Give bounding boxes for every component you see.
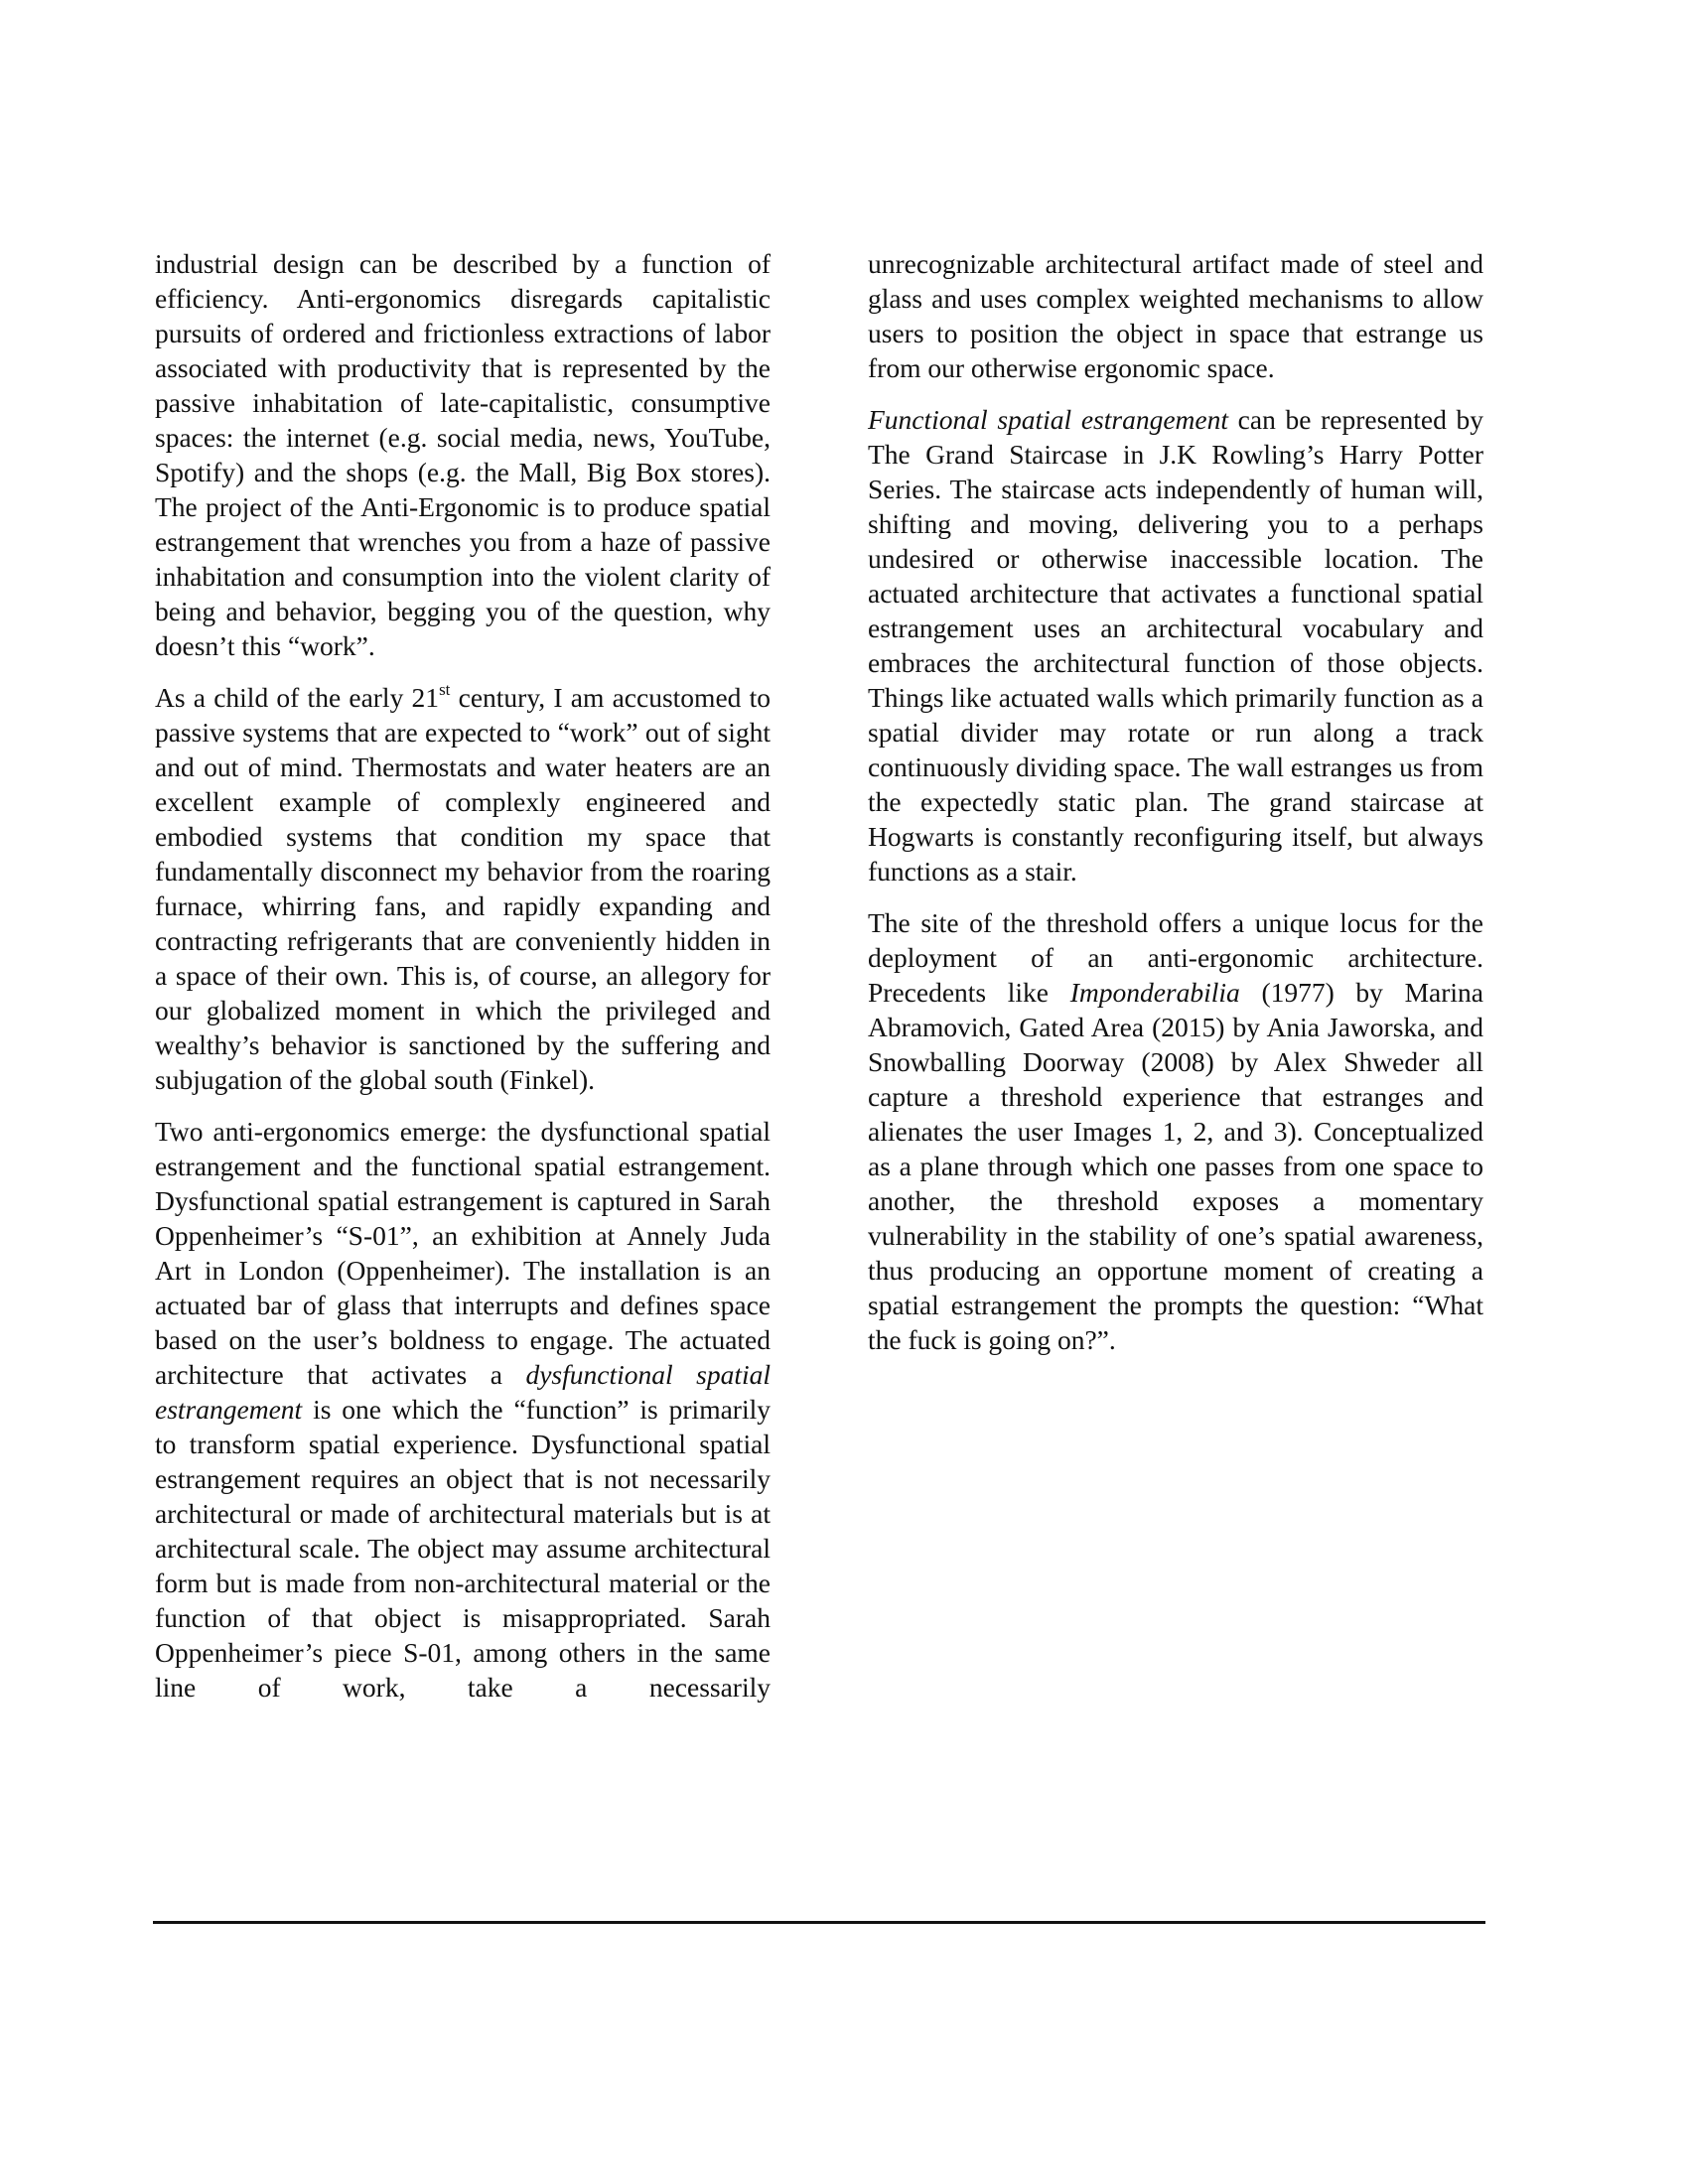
italic-title: Imponderabilia [1069, 977, 1240, 1008]
paragraph-text: unrecognizable architectural artifact made of steel and glass and uses complex weighted mechanisms to allow users to position the object in space that estrange us from our otherwise ergonomic space. [868, 248, 1483, 383]
paragraph [868, 905, 1483, 1357]
footer-rule [153, 1921, 1485, 1924]
paragraph-text: is one which the “function” is primarily to transform spatial experience. Dysfunctional spatial estrangement requires an object that is not necessarily architectural or made of architectural materials but is at architectural scale. The object may assume architectural form but is made from non-architectural material or the function of that object is misappropriated. Sarah Oppenheimer’s piece S-01, among others in the same line of work, take a necessarily [155, 1394, 771, 1703]
paragraph [155, 1114, 771, 1705]
paragraph-text: Two anti-ergonomics emerge: the dysfunctional spatial estrangement and the functional spatial estrangement. Dysfunctional spatial estrangement is captured in Sarah Oppenheimer’s “S-01”, an exhibition at Annely Juda Art in London (Oppenheimer). The installation is an actuated bar of glass that interrupts and defines space based on the user’s boldness to engage. The actuated architecture that activates a [155, 1116, 771, 1390]
italic-term: Functional spatial estrangement [868, 404, 1229, 435]
italic-term: dysfunctional spatial estrangement [155, 1359, 771, 1425]
ordinal-superscript: st [439, 679, 451, 699]
paragraph [155, 246, 771, 663]
paragraph-text: (1977) by Marina Abramovich, Gated Area (2015) by Ania Jaworska, and Snowballing Doorway (2008) by Alex Shweder all capture a threshold experience that estranges and alienates the user Images 1, 2, and 3). Conceptualized as a plane through which one passes from one space to another, the threshold exposes a momentary vulnerability in the stability of one’s spatial awareness, thus producing an opportune moment of creating a spatial estrangement the prompts the question: “What the fuck is going on?”. [868, 977, 1484, 1355]
paragraph [868, 402, 1483, 888]
paragraph-text: As a child of the early 21 [155, 682, 440, 713]
paragraph-text: can be represented by The Grand Staircase in J.K Rowling’s Harry Potter Series. The staircase acts independently of human will, shifting and moving, delivering you to a perhaps undesired or otherwise inaccessible location. The actuated architecture that activates a functional spatial estrangement uses an architectural vocabulary and embraces the architectural function of those objects. Things like actuated walls which primarily function as a spatial divider may rotate or run along a track continuously dividing space. The wall estranges us from the expectedly static plan. The grand staircase at Hogwarts is constantly reconfiguring itself, but always functions as a stair. [868, 404, 1483, 887]
paragraph-text: century, I am accustomed to passive systems that are expected to “work” out of sight and out of mind. Thermostats and water heaters are an excellent example of complexly engineered and embodied systems that condition my space that fundamentally disconnect my behavior from the roaring furnace, whirring fans, and rapidly expanding and contracting refrigerants that are conveniently hidden in a space of their own. This is, of course, an allegory for our globalized moment in which the privileged and wealthy’s behavior is sanctioned by the suffering and subjugation of the global south (Finkel). [155, 682, 772, 1095]
paragraph [868, 246, 1483, 385]
right-column [868, 246, 1483, 1374]
left-column [155, 246, 771, 1721]
paragraph [155, 680, 771, 1097]
paragraph-text: The site of the threshold offers a unique locus for the deployment of an anti-ergonomic architecture. Precedents like [868, 907, 1483, 1008]
paragraph-text: industrial design can be described by a function of efficiency. Anti-ergonomics disregards capitalistic pursuits of ordered and frictionless extractions of labor associated with productivity that is represented by the passive inhabitation of late-capitalistic, consumptive spaces: the internet (e.g. social media, news, YouTube, Spotify) and the shops (e.g. the Mall, Big Box stores). The project of the Anti-Ergonomic is to produce spatial estrangement that wrenches you from a haze of passive inhabitation and consumption into the violent clarity of being and behavior, begging you of the question, why doesn’t this “work”. [155, 248, 771, 661]
